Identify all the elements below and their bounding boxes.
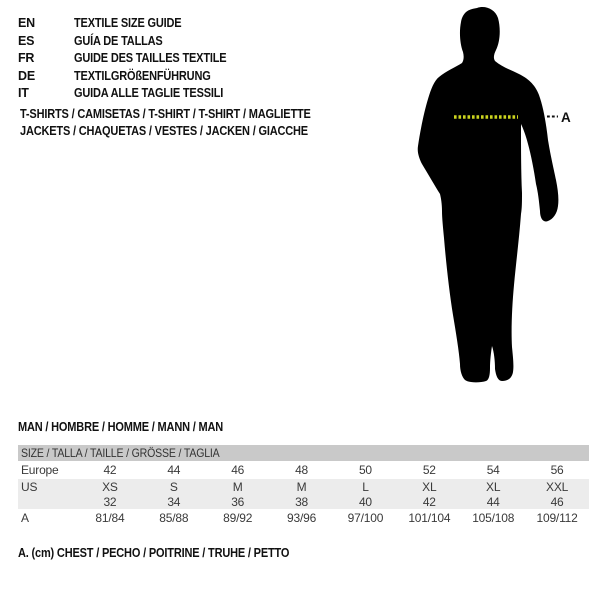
size-cell: 97/100: [347, 511, 384, 525]
language-row: [18, 15, 247, 33]
size-cell: 109/112: [536, 511, 578, 525]
size-cell: 56: [550, 463, 564, 477]
size-cell: 34: [167, 494, 181, 509]
size-cell: M: [232, 479, 243, 494]
size-cell: 48: [295, 463, 309, 477]
language-label: GUIDE DES TAILLES TEXTILE: [74, 51, 227, 66]
size-cell: 50: [358, 463, 372, 477]
size-cell: 42: [103, 463, 117, 477]
category-line-jackets-text: JACKETS / CHAQUETAS / VESTES / JACKEN / GIACCHE: [20, 124, 308, 139]
language-row: [18, 85, 247, 103]
size-row-label: Europe: [21, 463, 59, 477]
size-cell: 38: [295, 494, 309, 509]
size-cell: 54: [486, 463, 500, 477]
size-cell: 81/84: [95, 511, 125, 525]
man-silhouette: [418, 7, 559, 382]
size-table-row: [18, 494, 589, 509]
size-cell: XL: [486, 479, 501, 494]
language-label: GUIDA ALLE TAGLIE TESSILI: [74, 86, 224, 101]
size-row-cells: [78, 511, 589, 525]
size-cell: 85/88: [159, 511, 189, 525]
measure-footnote-text: A. (cm) CHEST / PECHO / POITRINE / TRUHE / PETTO: [18, 546, 290, 560]
language-code: FR: [18, 51, 35, 66]
language-label: GUÍA DE TALLAS: [74, 33, 163, 48]
size-cell: XS: [102, 479, 118, 494]
size-cell: M: [296, 479, 307, 494]
language-label: TEXTILGRÖßENFÜHRUNG: [74, 68, 211, 83]
size-table-row: [18, 509, 589, 527]
size-cell: 52: [422, 463, 436, 477]
size-cell: 36: [231, 494, 245, 509]
language-code: ES: [18, 33, 35, 48]
size-table-header: [18, 445, 589, 461]
size-row-cells: [78, 463, 589, 477]
size-row-cells: [78, 480, 589, 494]
size-row-label: A: [21, 511, 29, 525]
size-table-body: [18, 461, 589, 527]
measure-label-a: A: [561, 110, 571, 125]
size-cell: 105/108: [472, 511, 515, 525]
size-row-cells: [78, 495, 589, 509]
size-table-row: [18, 479, 589, 494]
size-cell: 46: [550, 494, 564, 509]
man-silhouette-figure: [390, 0, 600, 400]
size-cell: 46: [231, 463, 245, 477]
size-cell: 89/92: [223, 511, 253, 525]
section-title-text: MAN / HOMBRE / HOMME / MANN / MAN: [18, 420, 224, 434]
size-cell: 42: [422, 494, 436, 509]
size-row-label: US: [21, 479, 38, 494]
size-table-row: [18, 461, 589, 479]
size-cell: 32: [103, 494, 117, 509]
size-cell: 44: [486, 494, 500, 509]
size-cell: 40: [358, 494, 372, 509]
size-cell: 44: [167, 463, 181, 477]
language-row: [18, 33, 247, 51]
size-table-header-text: SIZE / TALLA / TAILLE / GRÖSSE / TAGLIA: [21, 446, 220, 460]
language-label: TEXTILE SIZE GUIDE: [74, 16, 182, 30]
size-cell: 101/104: [408, 511, 451, 525]
size-cell: S: [169, 479, 178, 494]
category-lines: [20, 106, 350, 141]
measure-footnote: [18, 546, 326, 560]
section-title: [18, 420, 251, 434]
size-cell: 93/96: [287, 511, 317, 525]
size-cell: XXL: [546, 479, 569, 494]
category-line-jackets: [20, 123, 350, 140]
category-line-tshirts-text: T-SHIRTS / CAMISETAS / T-SHIRT / T-SHIRT / MAGLIETTE: [20, 107, 311, 121]
size-cell: XL: [422, 479, 437, 494]
language-row: [18, 50, 247, 68]
language-list: [18, 15, 247, 103]
language-row: [18, 68, 247, 86]
size-cell: L: [362, 479, 369, 494]
language-code: EN: [18, 16, 35, 30]
size-table: [18, 445, 589, 527]
language-code: IT: [18, 86, 29, 101]
category-line-tshirts: [20, 106, 350, 123]
language-code: DE: [18, 68, 35, 83]
